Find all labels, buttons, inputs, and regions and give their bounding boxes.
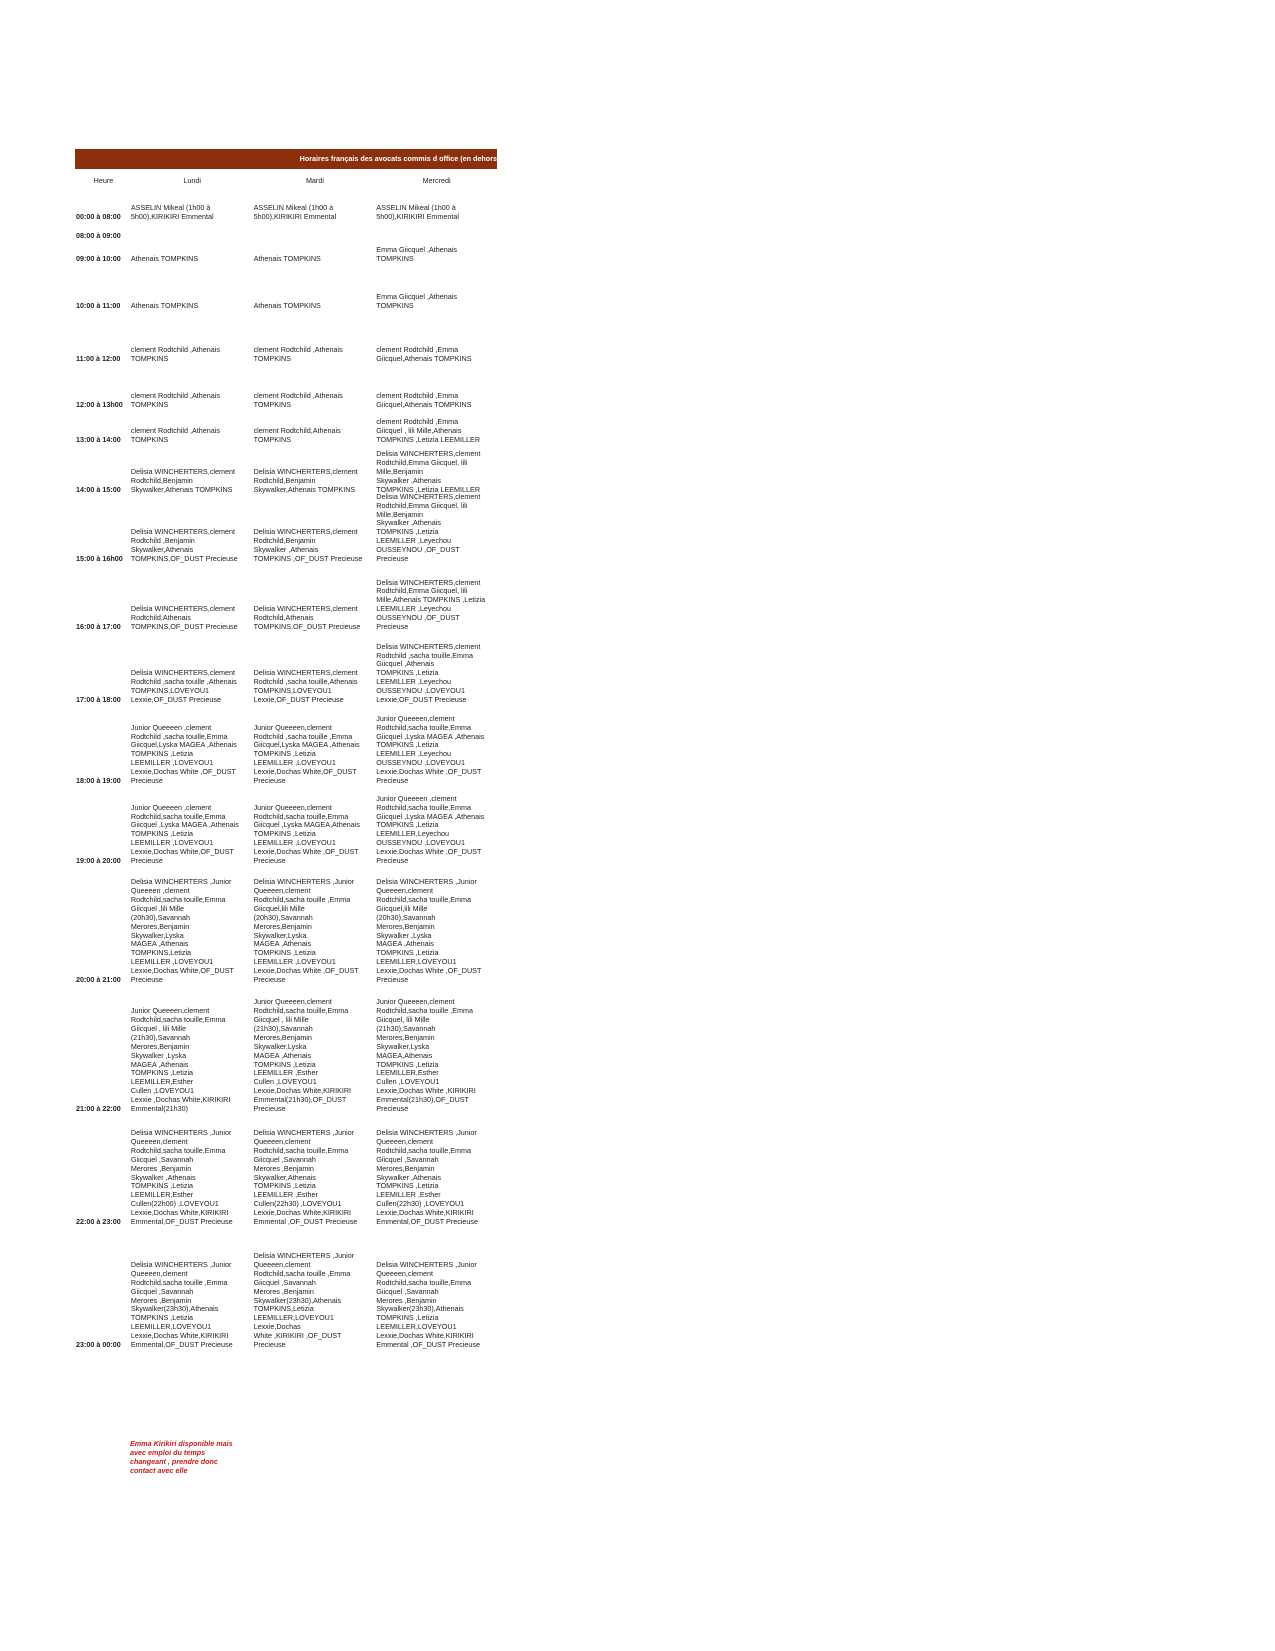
mardi-cell: Delisia WINCHERTERS,clement Rodtchild,Benjamin Skywalker ,Athenais TOMPKINS ,OF_DUST Precieuse: [253, 527, 363, 564]
time-cell: 18:00 à 19:00: [76, 776, 121, 786]
time-cell: 00:00 à 08:00: [76, 212, 121, 222]
lundi-cell: Delisia WINCHERTERS,clement Rodtchild ,sacha touille ,Athenais TOMPKINS,LOVEYOU1 Lexxie,OF_DUST Precieuse: [130, 668, 237, 705]
time-cell: 20:00 à 21:00: [76, 975, 121, 985]
mercredi-cell: Delisia WINCHERTERS ,Junior Queeeen,clement Rodtchild,sacha touille,Emma Giicquel ,Savannah Merores ,Benjamin Skywalker(23h30),Athenais TOMPKINS ,Letizia LEEMILLER,LOVEYOU1 Lexxie,Dochas White,KIRIKIRI Emmental ,OF_DUST Precieuse: [376, 1259, 481, 1350]
mardi-cell: Junior Queeeen,clement Rodtchild ,sacha touille ,Emma Giicquel,Lyska MAGEA ,Athenais TOMPKINS ,Letizia LEEMILLER ,LOVEYOU1 Lexxie,Dochas White,OF_DUST Precieuse: [253, 722, 360, 786]
table-row: [75, 705, 497, 786]
header-row: [75, 169, 497, 191]
lundi-cell: clement Rodtchild ,Athenais TOMPKINS: [130, 426, 220, 445]
mardi-cell: Athenais TOMPKINS: [253, 301, 321, 311]
table-row: [75, 985, 497, 1114]
table-row: [75, 564, 497, 632]
mercredi-cell: clement Rodtchild ,Emma Giicquel,Athenais TOMPKINS: [376, 345, 472, 364]
lundi-cell: Athenais TOMPKINS: [130, 254, 199, 264]
mardi-cell: Junior Queeeen,clement Rodtchild,sacha touille,Emma Giicquel , lili Mille (21h30),Savannah Merores,Benjamin Skywalker,Lyska MAGEA ,Athenais TOMPKINS ,Letizia LEEMILLER ,Esther Cullen ,LOVEYOU1 Lexxie,Dochas White,KIRIKIRI Emmental(21h30),OF_DUST Precieuse: [253, 997, 352, 1114]
time-cell: 12:00 à 13h00: [76, 400, 123, 410]
mercredi-cell: Delisia WINCHERTERS,clement Rodtchild,Emma Giicquel, lili Mille,Benjamin Skywalker ,Athenais TOMPKINS ,Letizia LEEMILLER ,Leyechou OUSSEYNOU ,OF_DUST Precieuse: [376, 491, 481, 564]
mardi-cell: Delisia WINCHERTERS,clement Rodtchild,Athenais TOMPKINS,OF_DUST Precieuse: [253, 604, 361, 632]
title-banner: [75, 149, 497, 169]
mardi-cell: Delisia WINCHERTERS,clement Rodtchild,Benjamin Skywalker,Athenais TOMPKINS: [253, 467, 358, 495]
table-row: [75, 364, 497, 410]
mercredi-cell: Junior Queeeen,clement Rodtchild,sacha touille,Emma Giicquel ,Lyska MAGEA ,Athenais TOMPKINS ,Letizia LEEMILLER ,Leyechou OUSSEYNOU ,LOVEYOU1 Lexxie,Dochas White ,OF_DUST Precieuse: [376, 713, 485, 786]
table-row: [75, 264, 497, 311]
mardi-cell: Athenais TOMPKINS: [253, 254, 321, 264]
time-cell: 10:00 à 11:00: [76, 301, 121, 311]
mardi-cell: Delisia WINCHERTERS ,Junior Queeeen,clement Rodtchild,sacha touille ,Emma Giicquel ,Savannah Merores ,Benjamin Skywalker(23h30),Athenais TOMPKINS,Letizia LEEMILLER,LOVEYOU1 Lexxie,Dochas White ,KIRIKIRI ,OF_DUST Precieuse: [253, 1251, 355, 1350]
mercredi-cell: clement Rodtchild ,Emma Giicquel , lili Mille,Athenais TOMPKINS ,Letizia LEEMILLER: [376, 417, 481, 445]
mercredi-cell: Delisia WINCHERTERS,clement Rodtchild ,sacha touille,Emma Giicquel ,Athenais TOMPKINS ,Letizia LEEMILLER ,Leyechou OUSSEYNOU ,LOVEYOU1 Lexxie,OF_DUST Precieuse: [376, 641, 481, 705]
mercredi-cell: clement Rodtchild ,Emma Giicquel,Athenais TOMPKINS: [376, 391, 472, 410]
lundi-cell: Delisia WINCHERTERS ,Junior Queeeen ,clement Rodtchild,sacha touille,Emma Giicquel ,lili Mille (20h30),Savannah Merores,Benjamin Skywalker,Lyska MAGEA ,Athenais TOMPKINS,Letizia LEEMILLER ,LOVEYOU1 Lexxie,Dochas White,OF_DUST Precieuse: [130, 877, 234, 985]
header-lundi: Lundi: [183, 175, 202, 185]
table-row: [75, 222, 497, 241]
time-cell: 13:00 à 14:00: [76, 435, 121, 445]
lundi-cell: Delisia WINCHERTERS,clement Rodtchild,Benjamin Skywalker,Athenais TOMPKINS: [130, 467, 235, 495]
footnote: Emma Kirikiri disponible mais avec emploi du temps changeant , prendre donc contact avec elle: [130, 1439, 233, 1475]
lundi-cell: Delisia WINCHERTERS ,Junior Queeeen,clement Rodtchild,sacha touille ,Emma Giicquel ,Savannah Merores ,Benjamin Skywalker(23h30),Athenais TOMPKINS ,Letizia LEEMILLER,LOVEYOU1 Lexxie,Dochas White,KIRIKIRI Emmental,OF_DUST Precieuse: [130, 1259, 233, 1350]
table-row: [75, 445, 497, 495]
mardi-cell: Delisia WINCHERTERS ,Junior Queeeen,clement Rodtchild,sacha touille,Emma Giicquel ,Savannah Merores ,Benjamin Skywalker,Athenais TOMPKINS ,Letizia LEEMILLER ,Esther Cullen(22h30) ,LOVEYOU1 Lexxie,Dochas White,KIRIKIRI Emmental ,OF_DUST Precieuse: [253, 1128, 358, 1227]
lundi-cell: Delisia WINCHERTERS,clement Rodtchild,Athenais TOMPKINS,OF_DUST Precieuse: [130, 604, 238, 632]
mardi-cell: clement Rodtchild,Athenais TOMPKINS: [253, 426, 341, 445]
time-cell: 22:00 à 23:00: [76, 1217, 121, 1227]
time-cell: 08:00 à 09:00: [76, 231, 121, 241]
table-row: [75, 632, 497, 705]
header-heure: Heure: [93, 175, 114, 185]
mardi-cell: clement Rodtchild ,Athenais TOMPKINS: [253, 391, 343, 410]
mercredi-cell: Delisia WINCHERTERS,clement Rodtchild,Emma Giicquel, lili Mille,Athenais TOMPKINS ,Letizia LEEMILLER ,Leyechou OUSSEYNOU ,OF_DUST Precieuse: [376, 577, 486, 632]
table-row: [75, 1227, 497, 1350]
time-cell: 23:00 à 00:00: [76, 1340, 121, 1350]
time-cell: 11:00 à 12:00: [76, 354, 121, 364]
mercredi-cell: Delisia WINCHERTERS ,Junior Queeeen,clement Rodtchild,sacha touille,Emma Giicquel ,Savannah Merores,Benjamin Skywalker ,Athenais TOMPKINS ,Letizia LEEMILLER ,Esther Cullen(22h30) ,LOVEYOU1 Lexxie,Dochas White,KIRIKIRI Emmental,OF_DUST Precieuse: [376, 1128, 479, 1227]
mercredi-cell: ASSELIN Mikeal (1h00 à 5h00),KIRIKIRI Emmental: [376, 203, 459, 222]
lundi-cell: clement Rodtchild ,Athenais TOMPKINS: [130, 391, 220, 410]
time-cell: 16:00 à 17:00: [76, 622, 121, 632]
lundi-cell: ASSELIN Mikeal (1h00 à 5h00),KIRIKIRI Emmental: [130, 203, 214, 222]
schedule-rows: [75, 200, 497, 1350]
table-row: [75, 491, 497, 564]
banner-title: Horaires français des avocats commis d office (en dehors: [299, 154, 497, 163]
mercredi-cell: Junior Queeeen,clement Rodtchild,sacha touille ,Emma Giicquel, lili Mille (21h30),Savannah Merores,Benjamin Skywalker,Lyska MAGEA,Athenais TOMPKINS ,Letizia LEEMILLER,Esther Cullen ,LOVEYOU1 Lexxie,Dochas White ,KIRIKIRI Emmental(21h30),OF_DUST Precieuse: [376, 997, 476, 1114]
table-row: [75, 311, 497, 364]
header-mardi: Mardi: [305, 175, 324, 185]
table-row: [75, 410, 497, 445]
mercredi-cell: Emma Giicquel ,Athenais TOMPKINS: [376, 245, 457, 264]
header-mercredi: Mercredi: [422, 175, 451, 185]
mercredi-cell: Junior Queeeen ,clement Rodtchild,sacha touille,Emma Giicquel ,Lyska MAGEA ,Athenais TOMPKINS ,Letizia LEEMILLER,Leyechou OUSSEYNOU ,LOVEYOU1 Lexxie,Dochas White ,OF_DUST Precieuse: [376, 793, 485, 866]
table-row: [75, 1114, 497, 1227]
schedule-sheet: [75, 149, 497, 1350]
mardi-cell: clement Rodtchild ,Athenais TOMPKINS: [253, 345, 343, 364]
mardi-cell: ASSELIN Mikeal (1h00 à 5h00),KIRIKIRI Emmental: [253, 203, 337, 222]
mercredi-cell: Emma Giicquel ,Athenais TOMPKINS: [376, 292, 457, 311]
lundi-cell: Delisia WINCHERTERS ,Junior Queeeen,clement Rodtchild,sacha touille,Emma Giicquel ,Savannah Merores ,Benjamin Skywalker ,Athenais TOMPKINS ,Letizia LEEMILLER,Esther Cullen(22h00) ,LOVEYOU1 Lexxie,Dochas White,KIRIKIRI Emmental,OF_DUST Precieuse: [130, 1128, 233, 1227]
time-cell: 17:00 à 18:00: [76, 695, 121, 705]
mercredi-cell: Delisia WINCHERTERS,clement Rodtchild,Emma Giicquel, lili Mille,Benjamin Skywalker ,Athenais TOMPKINS ,Letizia LEEMILLER: [376, 449, 481, 495]
table-row: [75, 200, 497, 222]
mardi-cell: Junior Queeeen,clement Rodtchild,sacha touille,Emma Giicquel ,Lyska MAGEA,Athenais TOMPKINS ,Letizia LEEMILLER ,LOVEYOU1 Lexxie,Dochas White ,OF_DUST Precieuse: [253, 802, 360, 866]
mercredi-cell: Delisia WINCHERTERS ,Junior Queeeen,clement Rodtchild,sacha touille,Emma Giicquel,lili Mille (20h30),Savannah Merores,Benjamin Skywalker ,Lyska MAGEA ,Athenais TOMPKINS ,Letizia LEEMILLER,LOVEYOU1 Lexxie,Dochas White ,OF_DUST Precieuse: [376, 877, 482, 985]
lundi-cell: Delisia WINCHERTERS,clement Rodtchild ,Benjamin Skywalker,Athenais TOMPKINS,OF_DUST Precieuse: [130, 527, 238, 564]
table-row: [75, 241, 497, 264]
lundi-cell: Athenais TOMPKINS: [130, 301, 199, 311]
time-cell: 21:00 à 22:00: [76, 1104, 121, 1114]
lundi-cell: clement Rodtchild ,Athenais TOMPKINS: [130, 345, 220, 364]
time-cell: 14:00 à 15:00: [76, 485, 121, 495]
lundi-cell: Junior Queeeen ,clement Rodtchild ,sacha touille,Emma Giicquel,Lyska MAGEA ,Athenais TOMPKINS ,Letizia LEEMILLER ,LOVEYOU1 Lexxie,Dochas White ,OF_DUST Precieuse: [130, 722, 237, 786]
time-cell: 09:00 à 10:00: [76, 254, 121, 264]
time-cell: 19:00 à 20:00: [76, 856, 121, 866]
table-row: [75, 786, 497, 866]
mardi-cell: Delisia WINCHERTERS ,Junior Queeeen,clement Rodtchild,sacha touille ,Emma Giicquel,lili Mille (20h30),Savannah Merores,Benjamin Skywalker,Lyska MAGEA ,Athenais TOMPKINS ,Letizia LEEMILLER ,LOVEYOU1 Lexxie,Dochas White ,OF_DUST Precieuse: [253, 877, 359, 985]
lundi-cell: Junior Queeeen,clement Rodtchild,sacha touille,Emma Giicquel , lili Mille (21h30),Savannah Merores,Benjamin Skywalker ,Lyska MAGEA ,Athenais TOMPKINS ,Letizia LEEMILLER,Esther Cullen ,LOVEYOU1 Lexxie ,Dochas White,KIRIKIRI Emmental(21h30): [130, 1006, 231, 1114]
lundi-cell: Junior Queeeen ,clement Rodtchild,sacha touille,Emma Giicquel ,Lyska MAGEA ,Athenais TOMPKINS ,Letizia LEEMILLER ,LOVEYOU1 Lexxie,Dochas White,OF_DUST Precieuse: [130, 802, 239, 866]
time-cell: 15:00 à 16h00: [76, 554, 123, 564]
table-row: [75, 866, 497, 985]
mardi-cell: Delisia WINCHERTERS,clement Rodtchild ,sacha touille,Athenais TOMPKINS,LOVEYOU1 Lexxie,OF_DUST Precieuse: [253, 668, 358, 705]
